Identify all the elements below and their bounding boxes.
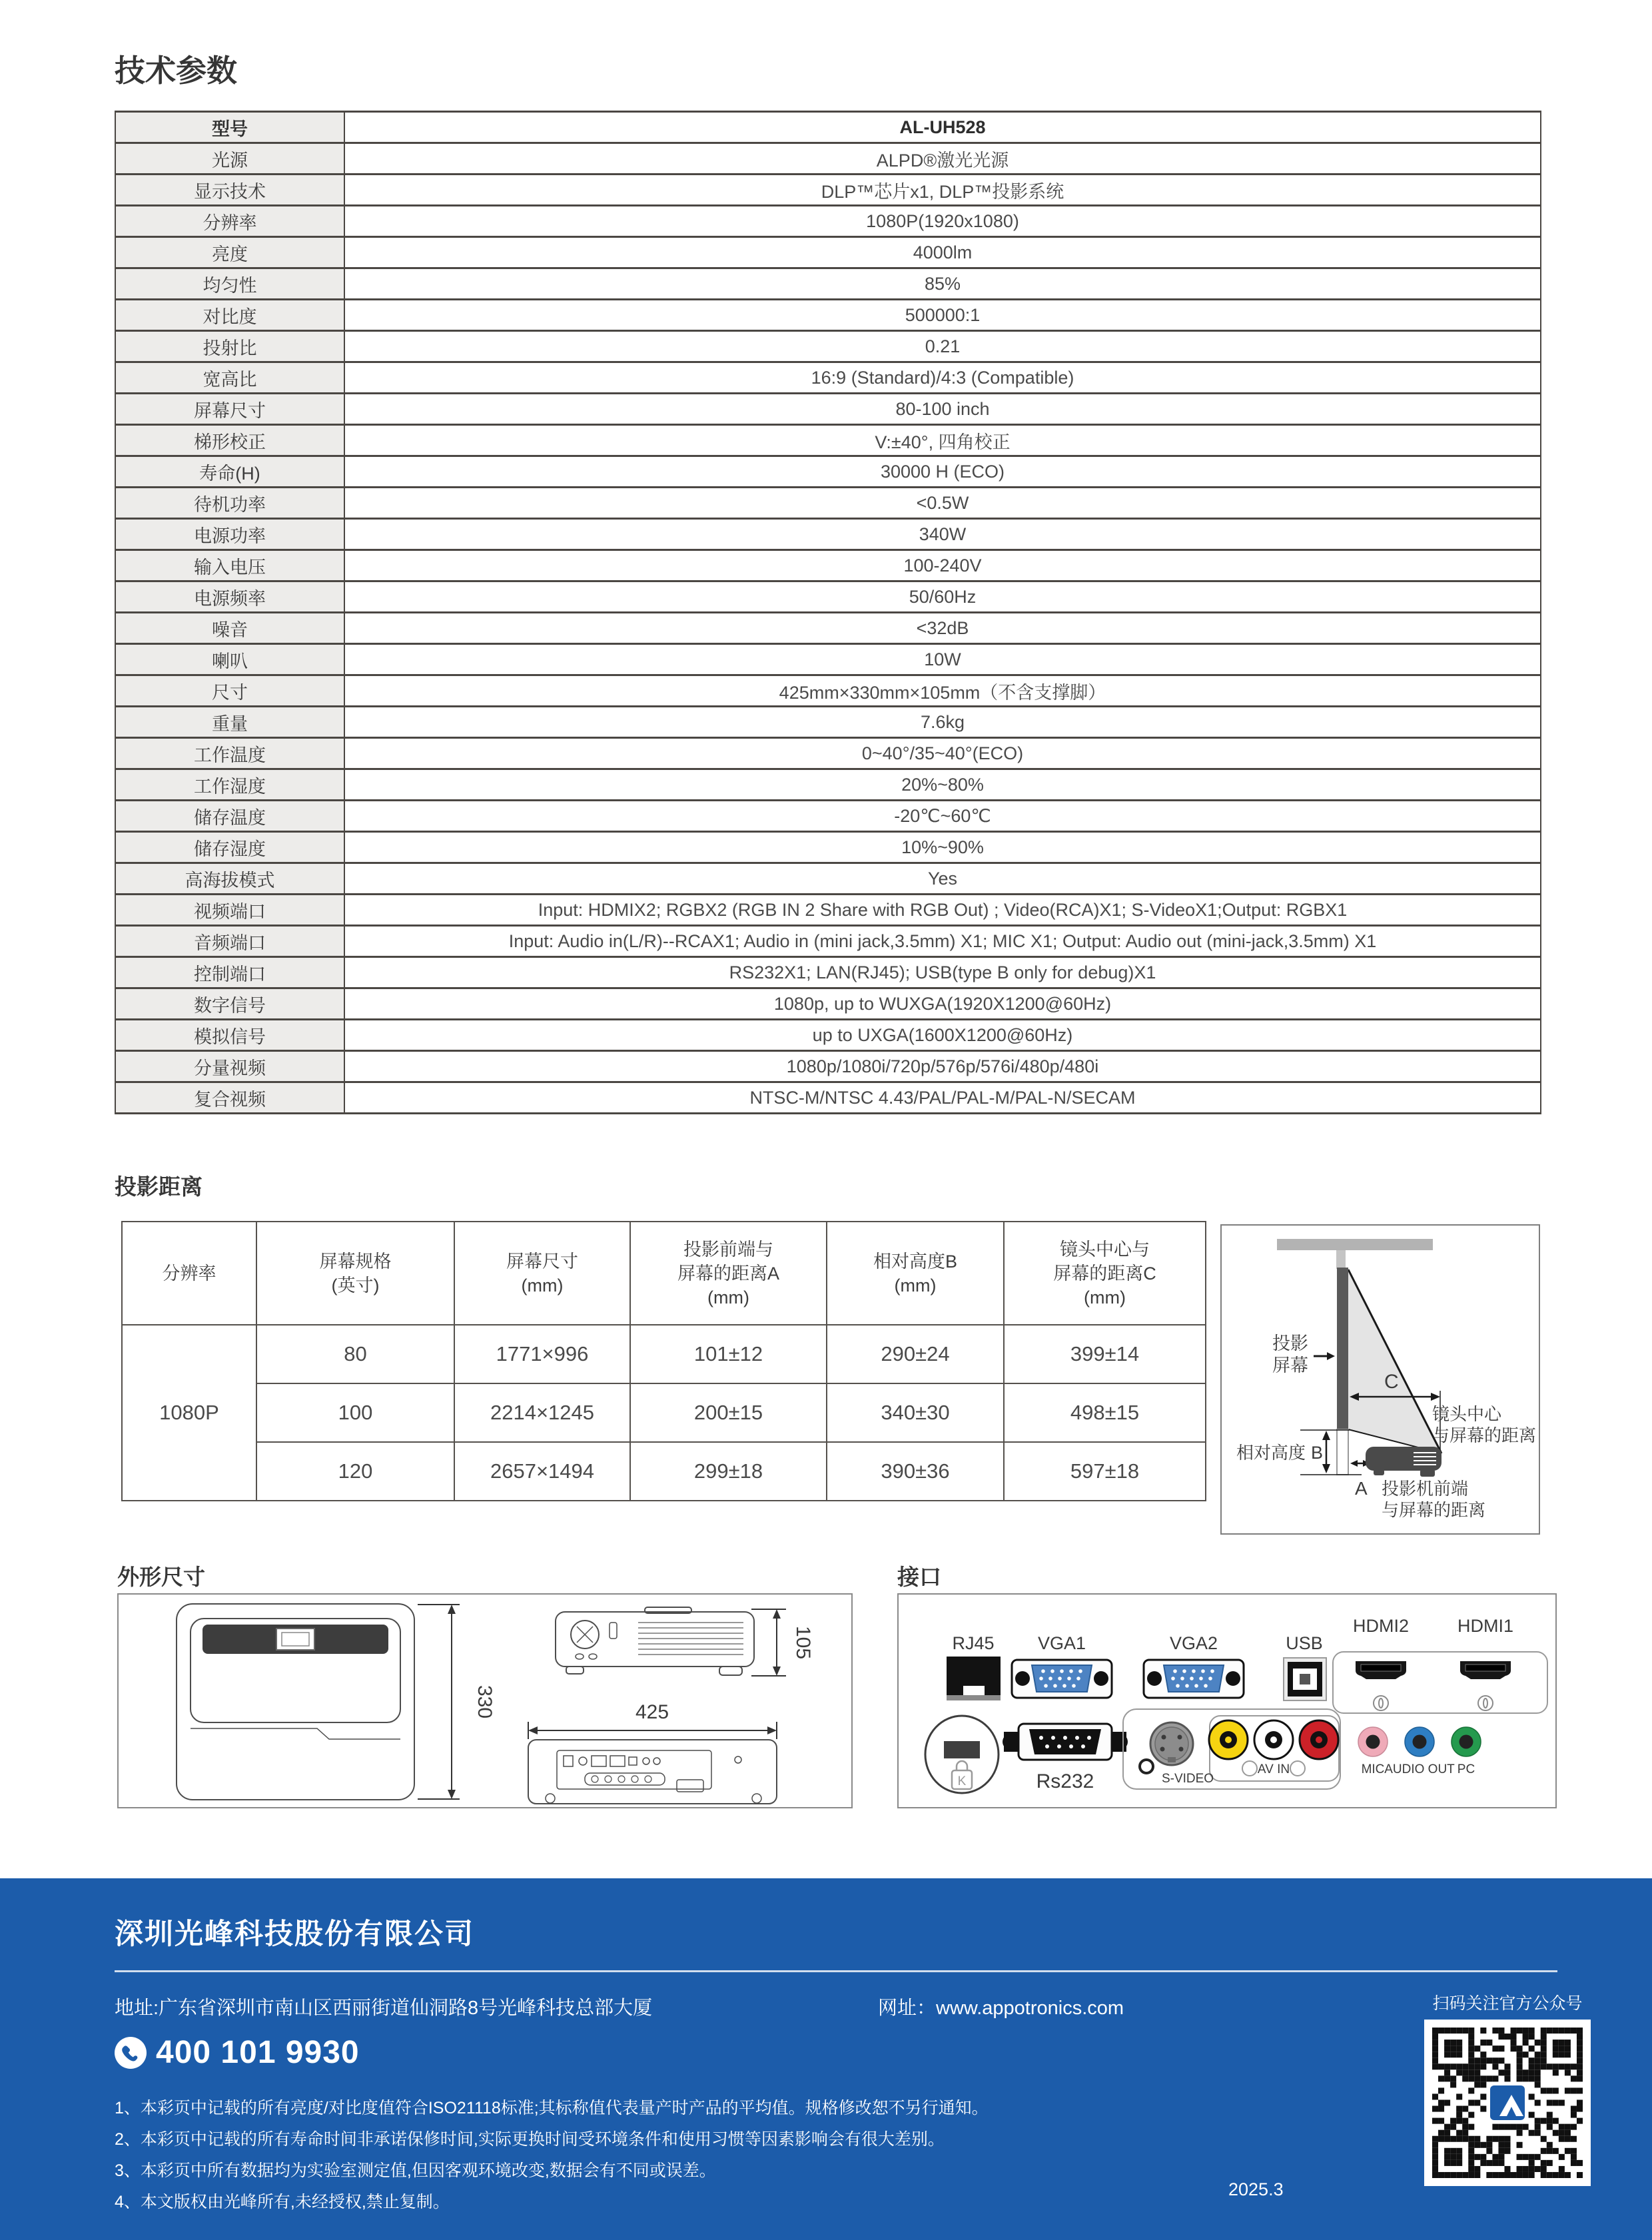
spec-value: Input: HDMIX2; RGBX2 (RGB IN 2 Share with RGB Out) ; Video(RCA)X1; S-VideoX1;Output: RGBX1 xyxy=(344,895,1541,926)
spec-label: 显示技术 xyxy=(115,175,344,206)
screen-bar xyxy=(1337,1268,1348,1429)
spec-label: 亮度 xyxy=(115,237,344,268)
spec-label: 重量 xyxy=(115,707,344,738)
projection-table xyxy=(121,1221,1206,1501)
spec-value: <0.5W xyxy=(344,488,1541,519)
spec-value: 340W xyxy=(344,519,1541,550)
screen-label-2: 屏幕 xyxy=(1272,1355,1308,1375)
spec-value: 500000:1 xyxy=(344,300,1541,331)
spec-value: AL-UH528 xyxy=(344,112,1541,143)
spec-row xyxy=(115,268,1541,300)
spec-label: 均匀性 xyxy=(115,268,344,300)
spec-row xyxy=(115,394,1541,425)
proj-row xyxy=(122,1325,1206,1383)
page-title: 技术参数 xyxy=(115,53,237,88)
spec-label: 视频端口 xyxy=(115,895,344,926)
spec-row xyxy=(115,613,1541,644)
proj-header-cell: 投影前端与 屏幕的距离A (mm) xyxy=(630,1222,827,1325)
proj-cell: 498±15 xyxy=(1004,1383,1206,1442)
company-address: 地址:广东省深圳市南山区西丽街道仙洞路8号光峰科技总部大厦 xyxy=(115,1998,653,2019)
footer-note: 2、本彩页中记载的所有寿命时间非承诺保修时间,实际更换时间受环境条件和使用习惯等因素影响会有很大差别。 xyxy=(115,2130,945,2149)
pc-jack-icon xyxy=(1451,1727,1481,1756)
spec-row xyxy=(115,488,1541,519)
av-in-red-rca-icon xyxy=(1300,1720,1338,1759)
spec-value: -20℃~60℃ xyxy=(344,801,1541,832)
spec-label: 数字信号 xyxy=(115,988,344,1020)
spec-label: 复合视频 xyxy=(115,1082,344,1114)
top-view-drawing xyxy=(177,1604,414,1800)
spec-label: 宽高比 xyxy=(115,362,344,394)
projector-body xyxy=(1366,1447,1442,1471)
mic-label: MIC xyxy=(1361,1762,1385,1776)
av-in-yellow-rca-icon xyxy=(1209,1720,1248,1759)
front-distance-label-2: 与屏幕的距离 xyxy=(1382,1500,1486,1520)
spec-row xyxy=(115,1051,1541,1082)
depth-dim-label: 105 xyxy=(792,1625,814,1660)
av-screw-icon xyxy=(1242,1761,1257,1776)
spec-value: 10W xyxy=(344,644,1541,675)
spec-row xyxy=(115,331,1541,362)
c-label: C xyxy=(1384,1371,1399,1393)
spec-label: 模拟信号 xyxy=(115,1020,344,1051)
projection-diagram-drawing xyxy=(1222,1226,1539,1533)
spec-row xyxy=(115,300,1541,331)
spec-table xyxy=(115,111,1541,1114)
spec-label: 工作湿度 xyxy=(115,769,344,801)
spec-value: 7.6kg xyxy=(344,707,1541,738)
rj45-port-icon xyxy=(947,1657,1001,1700)
spec-label: 工作温度 xyxy=(115,738,344,769)
date-label: 2025.3 xyxy=(1228,2179,1284,2199)
phone-row xyxy=(115,2034,360,2071)
relative-height-label: 相对高度 xyxy=(1236,1443,1306,1463)
spec-label: 对比度 xyxy=(115,300,344,331)
screen-label-1: 投影 xyxy=(1272,1333,1308,1353)
qr-code xyxy=(1424,2020,1591,2186)
side-view-drawing xyxy=(556,1607,754,1675)
svideo-label: S-VIDEO xyxy=(1161,1772,1214,1786)
spec-row xyxy=(115,769,1541,801)
proj-cell: 390±36 xyxy=(827,1442,1004,1501)
footer-note: 4、本文版权由光峰所有,未经授权,禁止复制。 xyxy=(115,2193,450,2211)
proj-cell: 1771×996 xyxy=(454,1325,630,1383)
spec-row xyxy=(115,519,1541,550)
spec-value: 10%~90% xyxy=(344,832,1541,863)
spec-label: 梯形校正 xyxy=(115,425,344,456)
spec-row xyxy=(115,707,1541,738)
spec-row xyxy=(115,738,1541,769)
rj45-label: RJ45 xyxy=(952,1633,995,1653)
footer-note: 1、本彩页中记载的所有亮度/对比度值符合ISO21118标准;其标称值代表量产时产品的平均值。规格修改恕不另行通知。 xyxy=(115,2099,989,2117)
spec-label: 型号 xyxy=(115,112,344,143)
proj-row xyxy=(122,1442,1206,1501)
mic-jack-icon xyxy=(1358,1727,1388,1756)
proj-header-cell: 相对高度B (mm) xyxy=(827,1222,1004,1325)
proj-header-cell: 镜头中心与 屏幕的距离C (mm) xyxy=(1004,1222,1206,1325)
proj-cell: 120 xyxy=(256,1442,454,1501)
proj-header-cell: 屏幕规格 (英寸) xyxy=(256,1222,454,1325)
svg-text:K: K xyxy=(957,1774,967,1788)
phone-icon xyxy=(115,2037,147,2069)
spec-row xyxy=(115,801,1541,832)
usb-label: USB xyxy=(1286,1633,1323,1653)
spec-label: 电源功率 xyxy=(115,519,344,550)
spec-row xyxy=(115,581,1541,613)
rs232-port-icon xyxy=(1003,1724,1128,1760)
spec-table-body xyxy=(115,112,1541,1114)
spec-label: 储存温度 xyxy=(115,801,344,832)
proj-cell: 597±18 xyxy=(1004,1442,1206,1501)
proj-table-body xyxy=(122,1325,1206,1501)
av-screw-icon xyxy=(1290,1761,1305,1776)
hdmi-screws-icon xyxy=(1374,1696,1493,1710)
proj-cell: 2214×1245 xyxy=(454,1383,630,1442)
proj-header-cell: 分辨率 xyxy=(122,1222,256,1325)
spec-value: RS232X1; LAN(RJ45); USB(type B only for debug)X1 xyxy=(344,957,1541,988)
spec-label: 高海拔模式 xyxy=(115,863,344,895)
spec-row xyxy=(115,237,1541,268)
spec-label: 噪音 xyxy=(115,613,344,644)
spec-label: 待机功率 xyxy=(115,488,344,519)
spec-value: 4000lm xyxy=(344,237,1541,268)
footer-divider xyxy=(115,1970,1557,1972)
proj-cell: 80 xyxy=(256,1325,454,1383)
spec-row xyxy=(115,550,1541,581)
spec-label: 电源频率 xyxy=(115,581,344,613)
spec-label: 音频端口 xyxy=(115,926,344,957)
depth-dimension xyxy=(751,1609,786,1676)
ceiling-bar xyxy=(1277,1239,1433,1250)
spec-row xyxy=(115,175,1541,206)
proj-cell: 2657×1494 xyxy=(454,1442,630,1501)
width-dimension xyxy=(528,1722,777,1739)
spec-label: 储存湿度 xyxy=(115,832,344,863)
proj-cell: 399±14 xyxy=(1004,1325,1206,1383)
hdmi2-port-icon xyxy=(1356,1661,1406,1679)
dimension-drawings xyxy=(119,1595,851,1807)
interface-box xyxy=(897,1593,1557,1808)
vga1-label: VGA1 xyxy=(1037,1633,1086,1653)
company-website: 网址：www.appotronics.com xyxy=(878,1998,1124,2019)
spec-row xyxy=(115,675,1541,707)
proj-cell: 100 xyxy=(256,1383,454,1442)
page-footer xyxy=(0,1878,1652,2240)
spec-value: V:±40°, 四角校正 xyxy=(344,425,1541,456)
spec-value: 16:9 (Standard)/4:3 (Compatible) xyxy=(344,362,1541,394)
spec-row xyxy=(115,926,1541,957)
svideo-port-icon xyxy=(1140,1722,1193,1773)
spec-row xyxy=(115,895,1541,926)
spec-label: 分辨率 xyxy=(115,206,344,237)
spec-value: 1080p/1080i/720p/576p/576i/480p/480i xyxy=(344,1051,1541,1082)
spec-row xyxy=(115,112,1541,143)
dimensions-title: 外形尺寸 xyxy=(117,1565,205,1589)
spec-row xyxy=(115,832,1541,863)
vga1-port-icon xyxy=(1012,1660,1112,1698)
spec-value: 0~40°/35~40°(ECO) xyxy=(344,738,1541,769)
spec-row xyxy=(115,206,1541,237)
spec-label: 屏幕尺寸 xyxy=(115,394,344,425)
hdmi1-label: HDMI1 xyxy=(1457,1616,1514,1636)
a-label: A xyxy=(1355,1478,1368,1499)
spec-label: 寿命(H) xyxy=(115,456,344,488)
spec-row xyxy=(115,1082,1541,1114)
front-distance-label-1: 投影机前端 xyxy=(1382,1479,1469,1499)
spec-value: Yes xyxy=(344,863,1541,895)
spec-value: 0.21 xyxy=(344,331,1541,362)
spec-row xyxy=(115,362,1541,394)
spec-value: 425mm×330mm×105mm（不含支撑脚） xyxy=(344,675,1541,707)
proj-header-cell: 屏幕尺寸 (mm) xyxy=(454,1222,630,1325)
spec-value: 80-100 inch xyxy=(344,394,1541,425)
proj-cell: 101±12 xyxy=(630,1325,827,1383)
footer-notes xyxy=(115,2093,989,2218)
rs232-label: Rs232 xyxy=(1036,1770,1094,1792)
spec-label: 尺寸 xyxy=(115,675,344,707)
spec-row xyxy=(115,456,1541,488)
spec-value: ALPD®激光光源 xyxy=(344,143,1541,175)
proj-row xyxy=(122,1383,1206,1442)
spec-label: 分量视频 xyxy=(115,1051,344,1082)
width-dim-label: 425 xyxy=(635,1701,669,1723)
audio-out-jack-icon xyxy=(1405,1727,1434,1756)
spec-label: 喇叭 xyxy=(115,644,344,675)
spec-value: 50/60Hz xyxy=(344,581,1541,613)
spec-label: 投射比 xyxy=(115,331,344,362)
hdmi2-label: HDMI2 xyxy=(1352,1616,1410,1636)
qr-caption: 扫码关注官方公众号 xyxy=(1432,1994,1583,2013)
spec-row xyxy=(115,863,1541,895)
qr-logo-appotronics-icon xyxy=(1487,2083,1527,2123)
lens-distance-label-2: 与屏幕的距离 xyxy=(1432,1425,1537,1445)
usb-port-icon xyxy=(1284,1658,1326,1700)
kensington-lock-icon xyxy=(925,1716,999,1793)
vga2-label: VGA2 xyxy=(1169,1633,1218,1653)
spec-value: up to UXGA(1600X1200@60Hz) xyxy=(344,1020,1541,1051)
projection-title: 投影距离 xyxy=(115,1174,203,1199)
spec-value: 100-240V xyxy=(344,550,1541,581)
projection-diagram xyxy=(1220,1224,1540,1535)
interface-title: 接口 xyxy=(897,1565,941,1589)
spec-row xyxy=(115,143,1541,175)
spec-row xyxy=(115,957,1541,988)
height-dimension xyxy=(418,1605,460,1799)
proj-cell: 200±15 xyxy=(630,1383,827,1442)
footer-note: 3、本彩页中所有数据均为实验室测定值,但因客观环境改变,数据会有不同或误差。 xyxy=(115,2161,716,2180)
spec-value: 85% xyxy=(344,268,1541,300)
vga2-port-icon xyxy=(1144,1660,1244,1698)
hdmi1-port-icon xyxy=(1460,1661,1511,1679)
lens-distance-label-1: 镜头中心 xyxy=(1432,1404,1502,1424)
spec-value: 30000 H (ECO) xyxy=(344,456,1541,488)
spec-row xyxy=(115,425,1541,456)
avin-label: AV IN xyxy=(1257,1762,1290,1776)
proj-header-row xyxy=(122,1222,1206,1325)
av-in-white-rca-icon xyxy=(1254,1720,1293,1759)
spec-value: 20%~80% xyxy=(344,769,1541,801)
proj-cell: 340±30 xyxy=(827,1383,1004,1442)
spec-value: Input: Audio in(L/R)--RCAX1; Audio in (mini jack,3.5mm) X1; MIC X1; Output: Audio out (mini-jack,3.5mm) X1 xyxy=(344,926,1541,957)
audio-out-label: AUDIO OUT xyxy=(1384,1762,1455,1776)
dimensions-box xyxy=(117,1593,853,1808)
spec-value: 1080P(1920x1080) xyxy=(344,206,1541,237)
spec-label: 输入电压 xyxy=(115,550,344,581)
b-label: B xyxy=(1311,1443,1324,1463)
spec-row xyxy=(115,644,1541,675)
spec-row xyxy=(115,988,1541,1020)
phone-number: 400 101 9930 xyxy=(156,2035,360,2070)
spec-row xyxy=(115,1020,1541,1051)
proj-resolution: 1080P xyxy=(122,1325,256,1501)
proj-cell: 299±18 xyxy=(630,1442,827,1501)
spec-value: 1080p, up to WUXGA(1920X1200@60Hz) xyxy=(344,988,1541,1020)
height-dim-label: 330 xyxy=(474,1684,496,1719)
spec-value: NTSC-M/NTSC 4.43/PAL/PAL-M/PAL-N/SECAM xyxy=(344,1082,1541,1114)
interface-drawing xyxy=(899,1595,1555,1807)
proj-cell: 290±24 xyxy=(827,1325,1004,1383)
spec-value: DLP™芯片x1, DLP™投影系统 xyxy=(344,175,1541,206)
company-name: 深圳光峰科技股份有限公司 xyxy=(115,1918,474,1950)
spec-label: 光源 xyxy=(115,143,344,175)
rear-view-drawing xyxy=(528,1740,777,1804)
pc-label: PC xyxy=(1457,1762,1475,1776)
spec-label: 控制端口 xyxy=(115,957,344,988)
spec-value: <32dB xyxy=(344,613,1541,644)
